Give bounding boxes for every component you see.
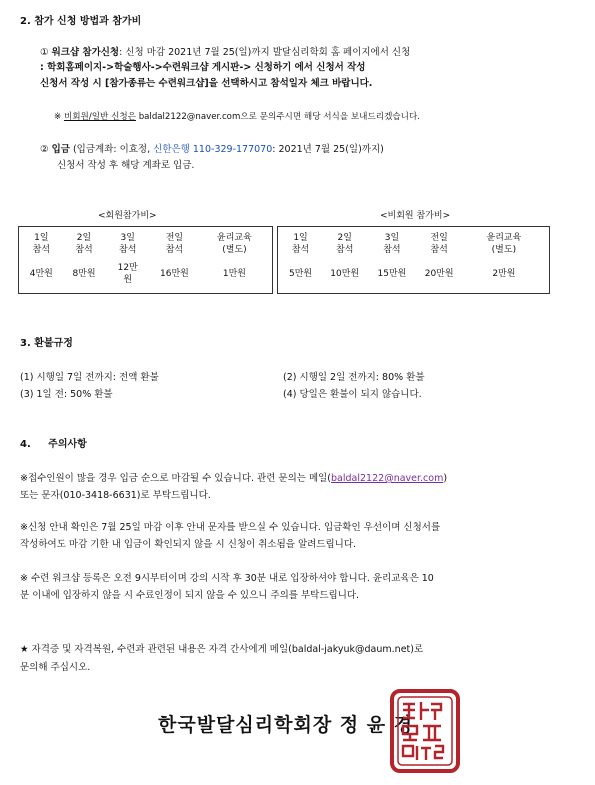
nonmember-header-1: 1일 참석 bbox=[291, 233, 310, 255]
member-fee-4: 16만원 bbox=[160, 269, 189, 279]
nonmember-fee-table bbox=[280, 229, 545, 289]
member-fee-title: <회원참가비> bbox=[98, 211, 157, 221]
refund-rule-4: (4) 당일은 환불이 되지 않습니다. bbox=[283, 389, 422, 400]
apply-line-1 bbox=[40, 44, 410, 58]
bank-account: 신한은행 110-329-177070 bbox=[153, 144, 273, 155]
notice-1-line-2: 또는 문자(010-3418-6631)로 부탁드립니다. bbox=[20, 490, 211, 501]
nonmember-fee-3: 15만원 bbox=[377, 269, 407, 279]
notice-1-text: ※접수인원이 많을 경우 입금 순으로 마감될 수 있습니다. 관련 문의는 메일( bbox=[20, 473, 332, 484]
member-fee-3: 12만 원 bbox=[117, 263, 138, 285]
nonmember-fee-2: 10만원 bbox=[330, 269, 360, 279]
nonmember-header-5: 윤리교육 (별도) bbox=[486, 233, 522, 255]
member-fee-5: 1만원 bbox=[222, 269, 246, 279]
note-underlined: 비회원/일반 신청은 bbox=[63, 112, 136, 122]
apply-line-3: 신청서 작성 시 [참가종류는 수련워크샵]을 선택하시고 참석일자 체크 바랍니다. bbox=[40, 78, 373, 89]
note-rest: baldal2122@naver.com으로 문의주시면 해당 서식을 보내드리겠습니다. bbox=[135, 112, 421, 122]
section-2-heading: 2. 참가 신청 방법과 참가비 bbox=[20, 16, 142, 27]
member-header-4: 전일 참석 bbox=[165, 233, 184, 255]
refund-rule-3: (3) 1일 전: 50% 환불 bbox=[20, 389, 113, 400]
nonmember-fee-5: 2만원 bbox=[492, 269, 516, 279]
item1-title: 워크샵 참가신청 bbox=[51, 47, 120, 58]
member-header-1: 1일 참석 bbox=[32, 233, 51, 255]
item2-paren-a: (입금계좌: 이효정, bbox=[69, 144, 154, 155]
item2-paren-b: : 2021년 7월 25(일)까지) bbox=[272, 144, 384, 155]
payment-line-1 bbox=[40, 141, 384, 155]
refund-rule-2: (2) 시행일 2일 전까지: 80% 환불 bbox=[283, 372, 425, 383]
notice-2-line-1: ※신청 안내 확인은 7월 25일 마감 이후 안내 문자를 받으실 수 있습니다. 입금확인 우선이며 신청서를 bbox=[20, 522, 441, 533]
notice-1-line-1 bbox=[20, 470, 447, 484]
item1-marker: ① bbox=[40, 47, 49, 58]
item2-marker: ② bbox=[40, 144, 49, 155]
notice-4-line-2: 문의해 주십시오. bbox=[20, 662, 91, 673]
member-fee-1: 4만원 bbox=[29, 269, 53, 279]
nonmember-fee-1: 5만원 bbox=[288, 269, 313, 279]
section-3-heading: 3. 환불규정 bbox=[20, 338, 73, 349]
member-fee-2: 8만원 bbox=[72, 269, 96, 279]
member-header-2: 2일 참석 bbox=[75, 233, 93, 255]
nonmember-header-2: 2일 참석 bbox=[336, 233, 354, 255]
apply-line-2: : 학회홈페이지->학술행사->수련워크샵 게시판-> 신청하기 에서 신청서 작성 bbox=[40, 62, 366, 73]
official-seal-icon bbox=[389, 688, 461, 774]
contact-email-link[interactable]: baldal2122@naver.com bbox=[331, 473, 444, 484]
notice-2-line-2: 작성하여도 마감 기한 내 입금이 확인되지 않을 시 신청이 취소됨을 알려드립니다. bbox=[20, 539, 357, 550]
member-header-5: 윤리교육 (별도) bbox=[217, 233, 252, 255]
member-fee-table bbox=[20, 229, 270, 289]
note-prefix: ※ bbox=[54, 112, 64, 122]
notice-3-line-2: 분 이내에 입장하지 않을 시 수료인정이 되지 않을 수 있으니 주의를 부탁드립니다. bbox=[20, 590, 360, 601]
notice-4-line-1: ★ 자격증 및 자격복원, 수련과 관련된 내용은 자격 간사에게 메일(baldal-jakyuk@daum.net)로 bbox=[20, 644, 424, 655]
section-4-heading: 4. 주의사항 bbox=[20, 439, 87, 450]
member-header-3: 3일 참석 bbox=[119, 233, 137, 255]
item2-title: 입금 bbox=[51, 144, 70, 155]
signature-line: 한국발달심리학회장 정 윤 경 bbox=[158, 714, 414, 736]
item1-line1-rest: : 신청 마감 2021년 7월 25(일)까지 발달심리학회 홈 페이지에서 신청 bbox=[119, 47, 411, 58]
refund-rule-1: (1) 시행일 7일 전까지: 전액 환불 bbox=[20, 372, 159, 383]
notice-1-close: ) bbox=[443, 473, 448, 484]
nonmember-note bbox=[54, 110, 420, 122]
notice-3-line-1: ※ 수련 워크샵 등록은 오전 9시부터이며 강의 시작 후 30분 내로 입장하셔야 합니다. 윤리교육은 10 bbox=[20, 573, 434, 584]
nonmember-fee-4: 20만원 bbox=[424, 269, 454, 279]
nonmember-header-4: 전일 참석 bbox=[430, 233, 448, 255]
nonmember-header-3: 3일 참석 bbox=[383, 233, 401, 255]
payment-line-2: 신청서 작성 후 해당 계좌로 입금. bbox=[57, 160, 195, 171]
nonmember-fee-title: <비회원 참가비> bbox=[380, 211, 451, 221]
